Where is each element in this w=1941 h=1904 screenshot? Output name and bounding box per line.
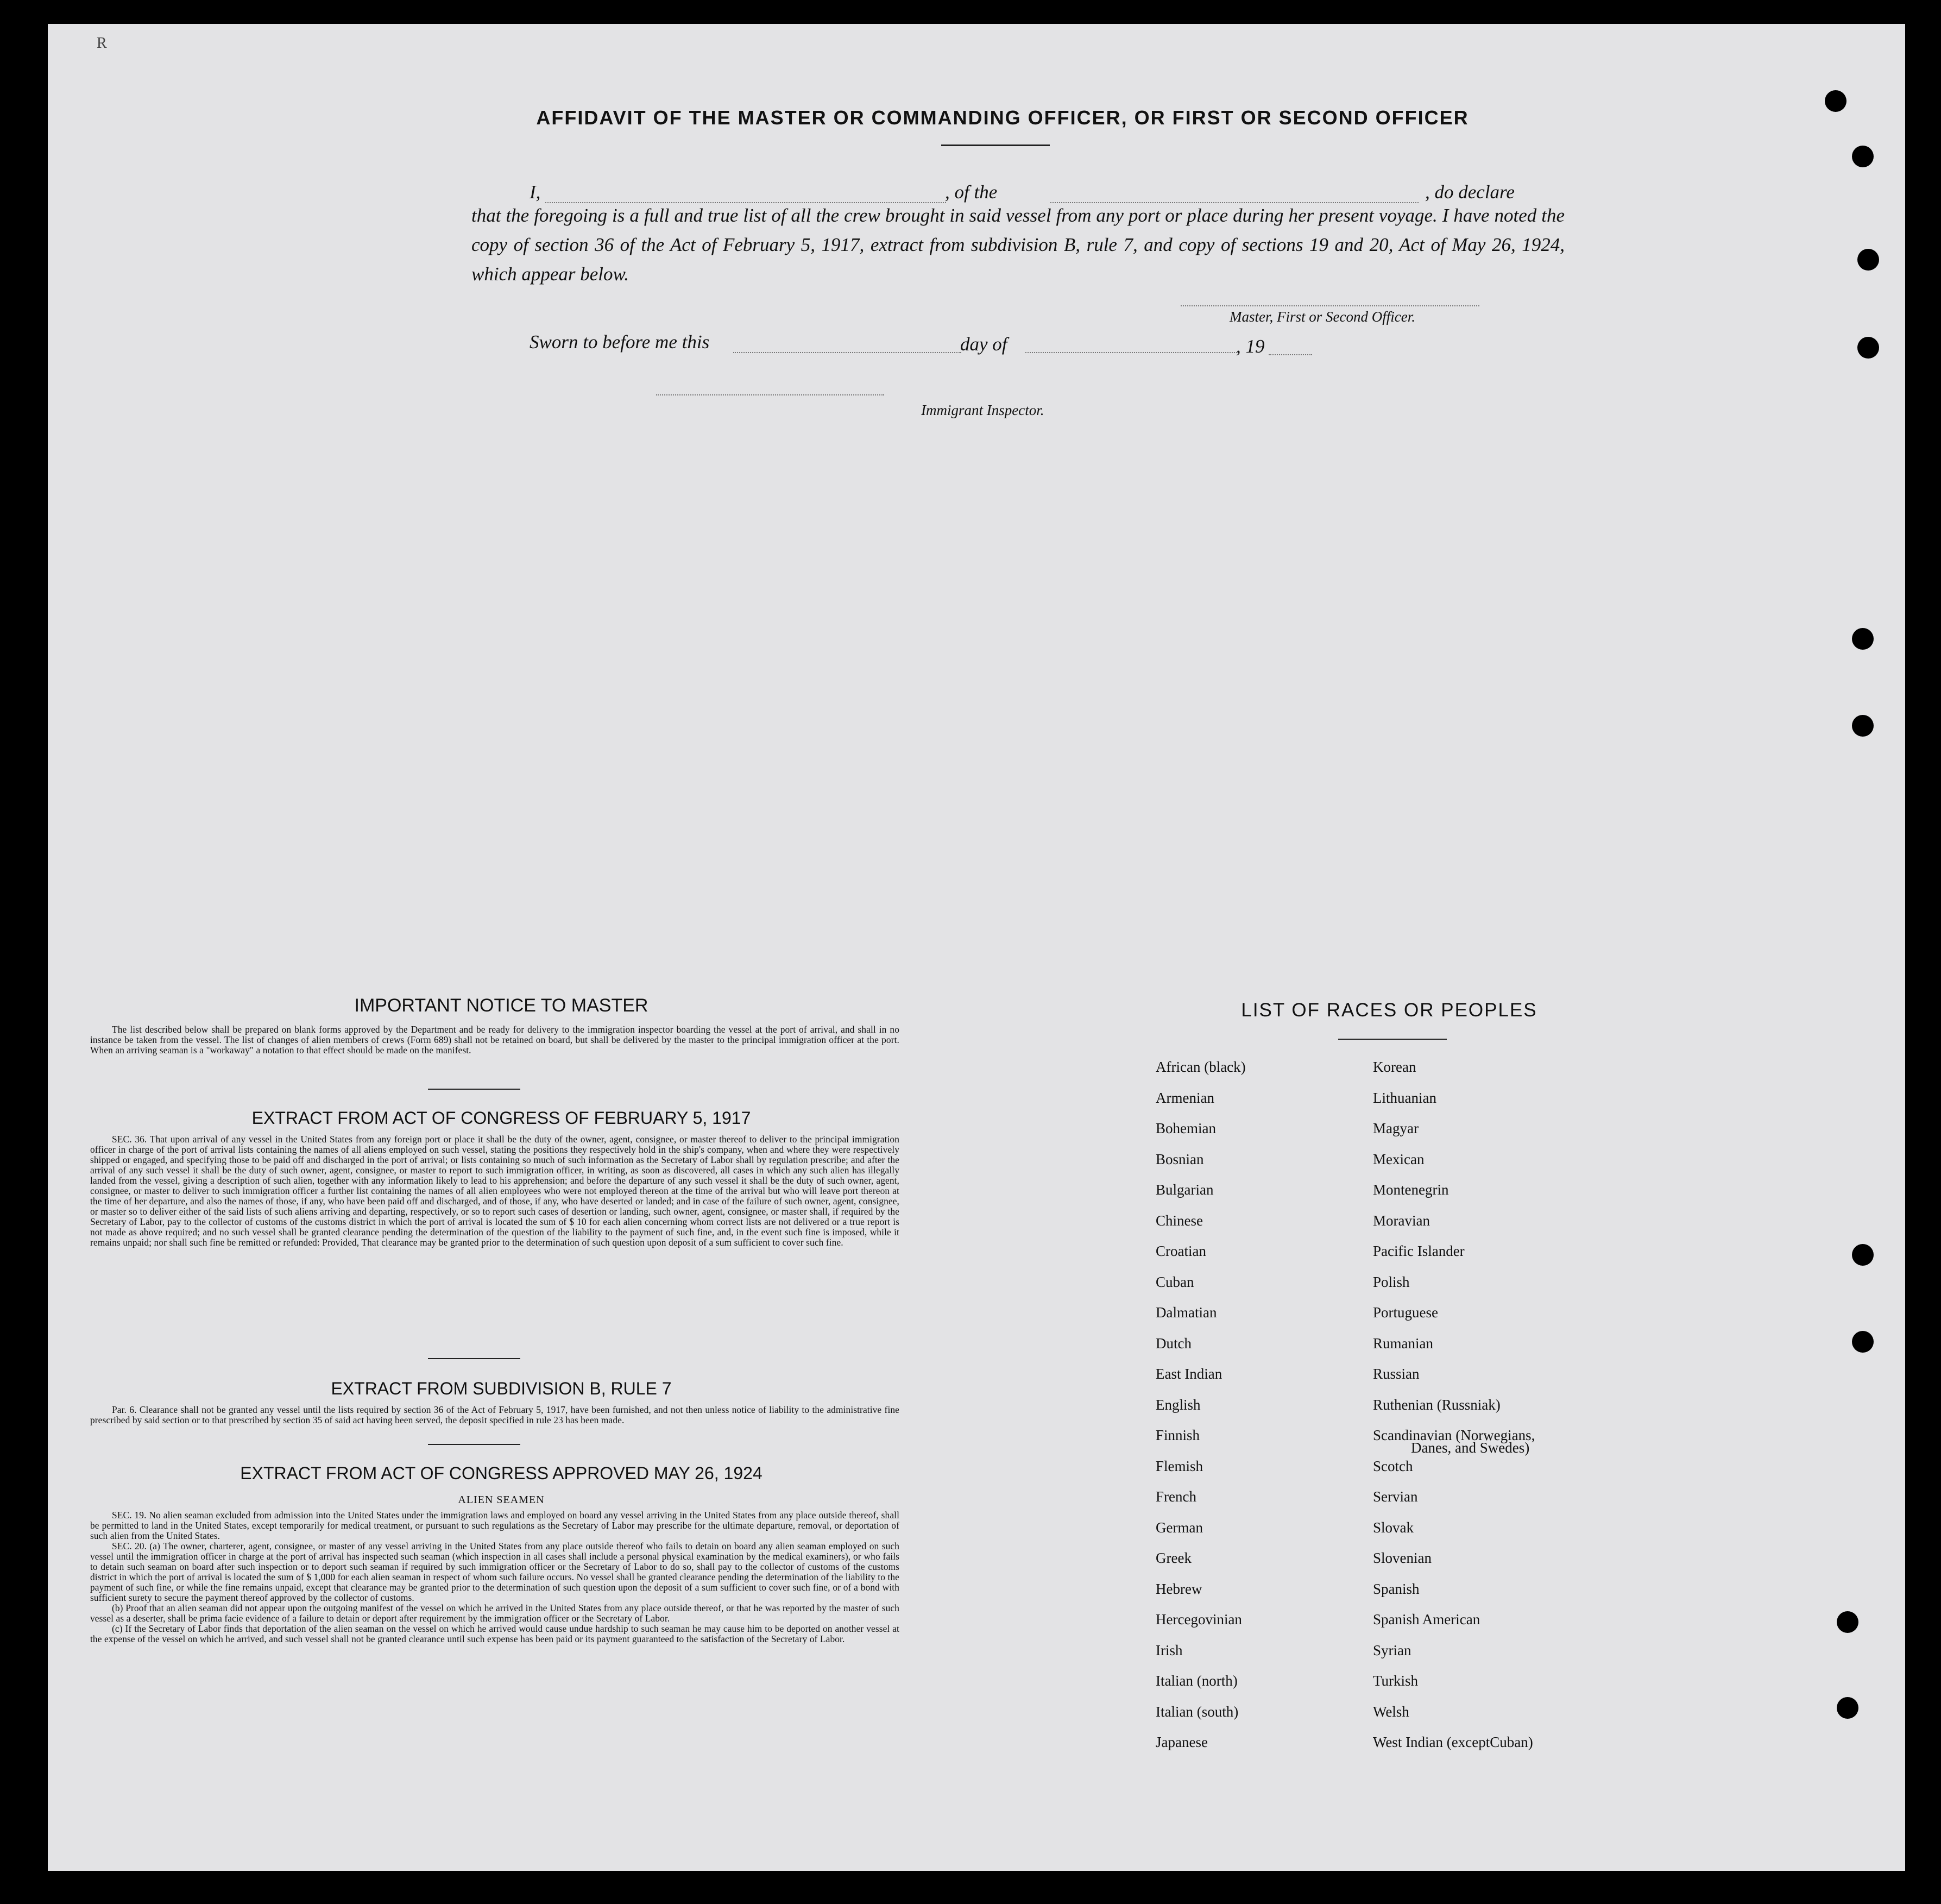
title-rule: [941, 144, 1050, 146]
rule7-paragraph: Par. 6. Clearance shall not be granted any vessel until the lists required by section 36 of the Act of February 5, 1917, have been furnished, and not then unless notice of liability to the administrative fine prescribed by said section or to that prescribed by section 35 of said act having been served, the deposit specified in rule 23 has been made.: [90, 1404, 899, 1425]
race-item: West Indian (exceptCuban): [1373, 1734, 1533, 1750]
rule7-title: EXTRACT FROM SUBDIVISION B, RULE 7: [331, 1379, 672, 1398]
race-item: Bulgarian: [1156, 1182, 1214, 1198]
race-item: East Indian: [1156, 1366, 1222, 1382]
binder-hole: [1857, 249, 1879, 271]
do-declare-text: , do declare: [1425, 181, 1515, 203]
rule7-text: [90, 1405, 899, 1425]
race-item: German: [1156, 1519, 1203, 1536]
binder-hole: [1852, 146, 1874, 167]
race-item: Scandinavian (Norwegians,: [1373, 1427, 1535, 1443]
race-item: Spanish American: [1373, 1611, 1480, 1627]
races-column-2: [1373, 1056, 1535, 1762]
race-item: Servian: [1373, 1488, 1418, 1505]
race-item: Montenegrin: [1373, 1182, 1449, 1198]
binder-hole: [1837, 1697, 1858, 1719]
race-item: Irish: [1156, 1642, 1183, 1658]
form-sheet: [48, 24, 1905, 1871]
race-item: Ruthenian (Russniak): [1373, 1396, 1501, 1413]
extract-1917-text: [90, 1134, 899, 1248]
race-item: Russian: [1373, 1366, 1420, 1382]
race-item: Bosnian: [1156, 1151, 1204, 1167]
section-divider: [428, 1358, 520, 1359]
sworn-year-field[interactable]: [1269, 354, 1312, 355]
race-item: Greek: [1156, 1550, 1192, 1566]
binder-hole: [1857, 337, 1879, 359]
race-item: Lithuanian: [1373, 1089, 1436, 1106]
notice-paragraph: The list described below shall be prepared on blank forms approved by the Department and be ready for delivery to the immigration inspector boarding the vessel at the port of arrival, and shall in no instance be taken from the vessel. The list of changes of alien members of crews (Form 689) shall not be retained on board, but shall be delivered by the master to the principal immigration officer at the port. When an arriving seaman is a "workaway" a notation to that effect should be made on the manifest.: [90, 1024, 899, 1055]
master-signature-field[interactable]: [1181, 305, 1479, 306]
race-item: Portuguese: [1373, 1304, 1438, 1321]
notice-text: [90, 1025, 899, 1055]
race-item: Dutch: [1156, 1335, 1192, 1352]
race-item: Turkish: [1373, 1673, 1419, 1689]
binder-hole: [1852, 1331, 1874, 1353]
inspector-label: Immigrant Inspector.: [921, 402, 1044, 418]
race-item: Croatian: [1156, 1243, 1206, 1259]
affidavit-body: that the foregoing is a full and true list of all the crew brought in said vessel from any port or place during her present voyage. I have noted the copy of section 36 of the Act of February 5, 1917, extract from subdivision B, rule 7, and copy of sections 19 and 20, Act of May 26, 1924, which appear below.: [471, 205, 1565, 285]
binder-hole: [1852, 715, 1874, 737]
notice-title: IMPORTANT NOTICE TO MASTER: [354, 995, 648, 1016]
race-item: Slovenian: [1373, 1550, 1432, 1566]
race-item: Hebrew: [1156, 1580, 1202, 1597]
race-item: Slovak: [1373, 1519, 1414, 1536]
extract-1917-title: EXTRACT FROM ACT OF CONGRESS OF FEBRUARY 5, 1917: [251, 1108, 751, 1128]
races-title: LIST OF RACES OR PEOPLES: [1241, 1000, 1537, 1021]
corner-pencil-mark: R: [97, 35, 107, 52]
race-item: Italian (north): [1156, 1673, 1238, 1689]
binder-hole: [1852, 628, 1874, 650]
race-item: Japanese: [1156, 1734, 1208, 1750]
year-prefix: , 19: [1236, 336, 1265, 357]
binder-hole: [1852, 1244, 1874, 1266]
section-divider: [428, 1089, 520, 1090]
master-signature-label: Master, First or Second Officer.: [1230, 309, 1415, 325]
race-item: Rumanian: [1373, 1335, 1433, 1352]
race-item: Flemish: [1156, 1457, 1203, 1474]
race-item: Magyar: [1373, 1120, 1419, 1136]
race-item: Hercegovinian: [1156, 1611, 1242, 1627]
race-item: Mexican: [1373, 1151, 1425, 1167]
section-20a-paragraph: SEC. 20. (a) The owner, charterer, agent, consignee, or master of any vessel arriving in the United States from any place outside thereof who fails to detain on board any alien seaman employed on such vessel until the immigration officer in charge at the port of arrival has inspected such seaman (which inspection in all cases shall include a personal physical examination by the medical examiners), or who fails to detain such seaman on board after such inspection or to deport such seaman if required by such immigration officer or the Secretary of Labor to do so, shall pay to the collector of customs of the customs district in which the port of arrival is located the sum of $ 1,000 for each alien seaman in respect of whom such failure occurs. No vessel shall be granted clearance pending the determination of the liability to the payment of such fine, or while the fine remains unpaid, except that clearance may be granted prior to the determination of such question upon the deposit of a sum sufficient to cover such fine, or of a bond with sufficient surety to secure the payment thereof approved by the collector of customs.: [90, 1541, 899, 1603]
section-divider: [428, 1444, 520, 1445]
affidavit-title: AFFIDAVIT OF THE MASTER OR COMMANDING OFFICER, OR FIRST OR SECOND OFFICER: [536, 106, 1469, 129]
race-item: Korean: [1373, 1059, 1416, 1075]
section-20b-paragraph: (b) Proof that an alien seaman did not appear upon the outgoing manifest of the vessel on which he arrived in the United States from any place outside thereof, or that he was reported by the master of such vessel as a deserter, shall be prima facie evidence of a failure to detain or deport after requirement by the immigration officer or the Secretary of Labor.: [90, 1603, 899, 1624]
extract-1924-title: EXTRACT FROM ACT OF CONGRESS APPROVED MAY 26, 1924: [240, 1463, 762, 1483]
race-item: Cuban: [1156, 1273, 1194, 1290]
race-item: Finnish: [1156, 1427, 1200, 1443]
race-item: Bohemian: [1156, 1120, 1216, 1136]
section-20c-paragraph: (c) If the Secretary of Labor finds that deportation of the alien seaman on the vessel on which he arrived would cause undue hardship to such seaman he may cause him to be deported on another vessel at the expense of the vessel on which he arrived, and such vessel shall not be granted clearance until such expense has been paid or its payment guaranteed to the satisfaction of the Secretary of Labor.: [90, 1623, 899, 1644]
race-item: Welsh: [1373, 1703, 1409, 1720]
race-item: Syrian: [1373, 1642, 1411, 1658]
section-36-paragraph: SEC. 36. That upon arrival of any vessel in the United States from any foreign port or place it shall be the duty of the owner, agent, consignee, or master thereof to deliver to the principal immigration officer in charge of the port of arrival lists containing the names of all aliens employed on such vessel, stating the positions they respectively hold in the ship's company, when and where they were respectively shipped or engaged, and specifying those to be paid off and discharged in the port of arrival; or lists containing so much of such information as the Secretary of Labor shall by regulation prescribe; and after the arrival of any such vessel it shall be the duty of such owner, agent, consignee, or master to report to such immigration officer, in writing, as soon as discovered, all cases in which any such alien has illegally landed from the vessel, giving a description of such alien, together with any information likely to lead to his apprehension; and before the departure of any such vessel it shall be the duty of such owner, agent, consignee, or master to deliver to such immigration officer a further list containing the names of all alien employees who were not employed thereon at the time of the arrival but who will leave port thereon at the time of her departure, and also the names of those, if any, who have been paid off and discharged, and of those, if any, who have deserted or landed; and in case of the failure of such owner, agent, consignee, or master so to deliver either of the said lists of such aliens arriving and departing, respectively, or so to report such cases of desertion or landing, such owner, agent, consignee, or master shall, if required by the Secretary of Labor, pay to the collector of customs of the customs district in which the port of arrival is located the sum of $ 10 for each alien concerning whom correct lists are not delivered or a true report is not made as above required; and no such vessel shall be granted clearance pending the determination of the question of the liability to the payment of such fine, and, in the event such fine is imposed, while it remains unpaid; nor shall such fine be remitted or refunded: Provided, That clearance may be granted prior to the determination of such question upon deposit of a sum sufficient to cover such fine.: [90, 1134, 899, 1248]
race-item: Dalmatian: [1156, 1304, 1217, 1321]
race-item: English: [1156, 1396, 1201, 1413]
race-item: Spanish: [1373, 1580, 1420, 1597]
race-item: Polish: [1373, 1273, 1410, 1290]
race-item: Armenian: [1156, 1089, 1214, 1106]
sworn-month-field[interactable]: [1025, 352, 1237, 353]
extract-1924-text: [90, 1510, 899, 1644]
section-19-paragraph: SEC. 19. No alien seaman excluded from admission into the United States under the immigration laws and employed on board any vessel arriving in the United States from any place outside thereof, shall be permitted to land in the United States, except temporarily for medical treatment, or pursuant to such regulations as the Secretary of Labor may prescribe for the ultimate departure, removal, or deportation of such alien from the United States.: [90, 1510, 899, 1541]
race-item: African (black): [1156, 1059, 1246, 1075]
inspector-signature-field[interactable]: [656, 394, 884, 395]
of-the-text: , of the: [945, 181, 998, 203]
race-item: Italian (south): [1156, 1703, 1239, 1720]
binder-hole: [1825, 90, 1847, 112]
alien-seamen-subtitle: ALIEN SEAMEN: [458, 1494, 545, 1506]
race-item: Moravian: [1373, 1212, 1430, 1229]
race-item: French: [1156, 1488, 1196, 1505]
declarant-prefix: I,: [530, 181, 541, 203]
sworn-text: Sworn to before me this: [530, 331, 710, 353]
race-item: Scotch: [1373, 1457, 1413, 1474]
race-item: Pacific Islander: [1373, 1243, 1465, 1259]
binder-hole: [1837, 1611, 1858, 1633]
races-title-rule: [1338, 1039, 1447, 1040]
race-item: Chinese: [1156, 1212, 1203, 1229]
sworn-day-field[interactable]: [733, 352, 961, 353]
races-column-1: [1156, 1056, 1246, 1762]
day-of-text: day of: [960, 334, 1007, 355]
races-scandinavian-continued: Danes, and Swedes): [1411, 1440, 1530, 1456]
